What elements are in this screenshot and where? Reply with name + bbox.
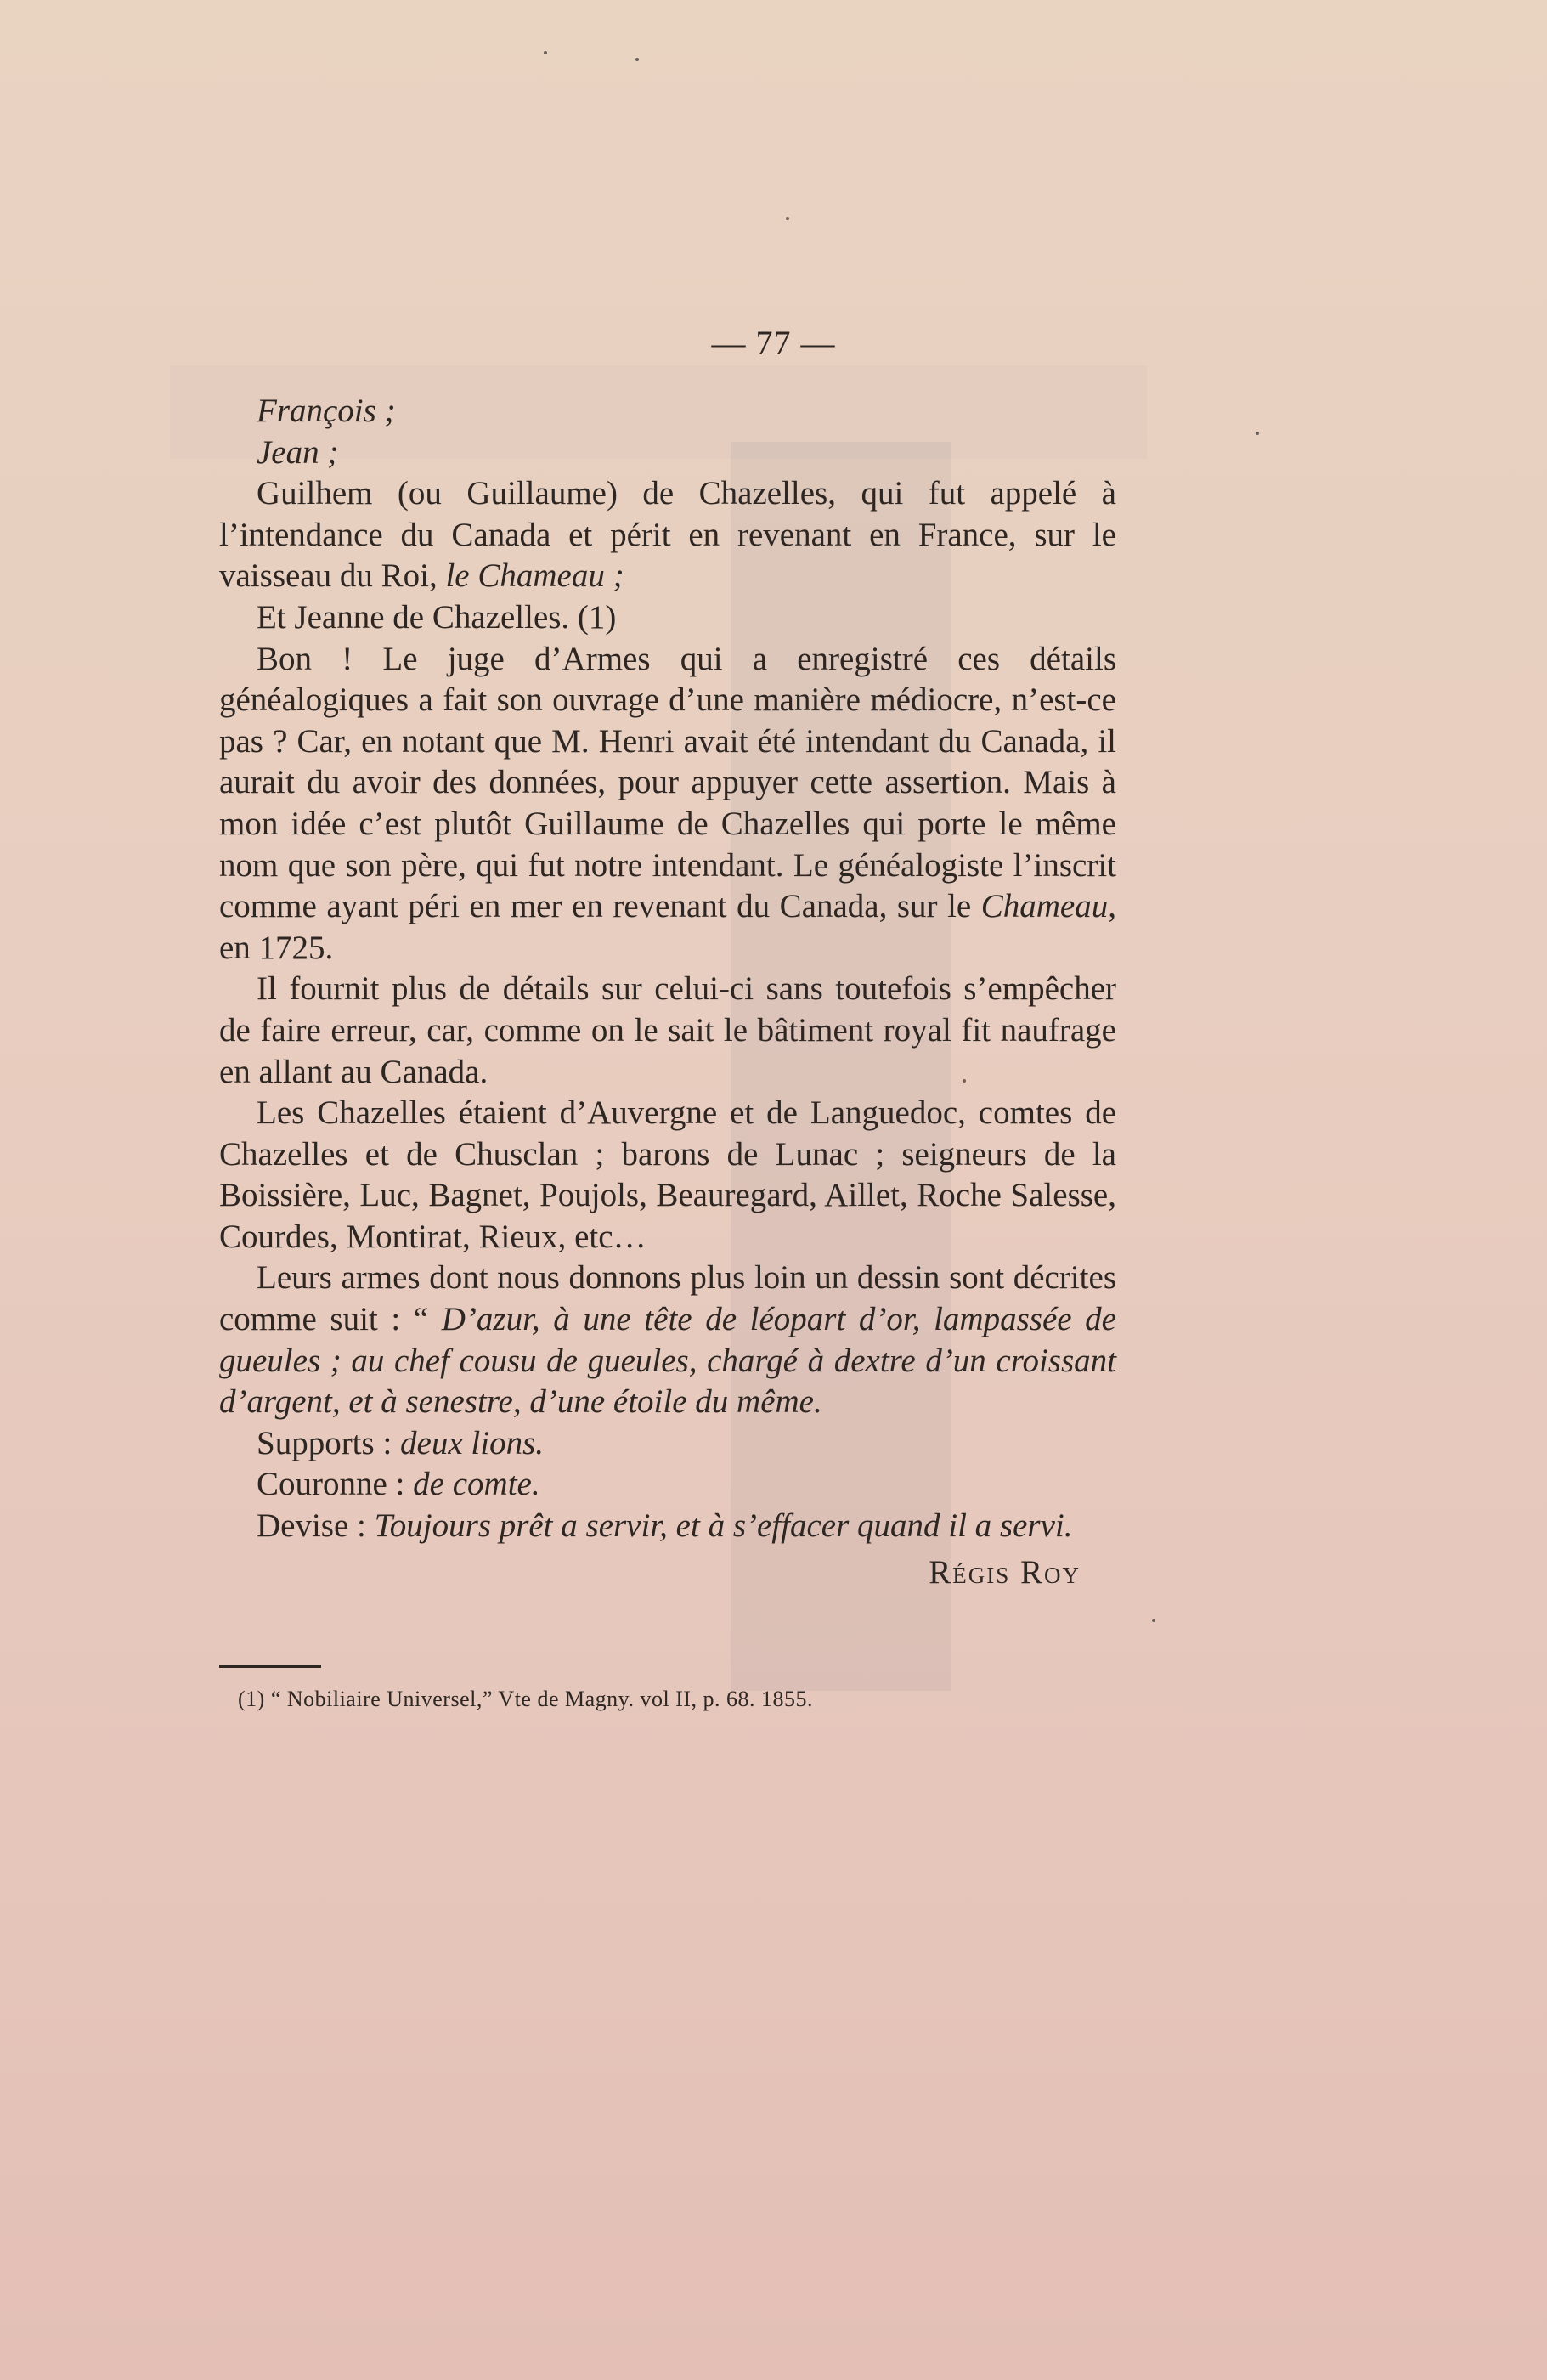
paragraph-devise	[219, 1506, 1116, 1547]
couronne-label: Couronne :	[257, 1466, 414, 1503]
paper-speck	[1152, 1619, 1155, 1622]
ship-name: le Chameau ;	[445, 557, 624, 595]
author-signature: Régis Roy	[929, 1553, 1081, 1591]
bon-text-end: , en 1725.	[219, 888, 1116, 966]
paragraph-guilhem	[219, 473, 1116, 597]
paper-speck	[963, 1079, 966, 1083]
paragraph-fournit: Il fournit plus de détails sur celui-ci sans toutefois s’empêcher de faire erreur, car, comme on le sait le bâtiment royal fit naufrage en allant au Canada.	[219, 970, 1116, 1090]
armes-intro: Leurs armes dont nous donnons plus loin un dessin sont décrites comme suit : “	[219, 1259, 1116, 1338]
name-jean: Jean ;	[257, 433, 339, 471]
paragraph-chazelles: Les Chazelles étaient d’Auvergne et de Languedoc, comtes de Chazelles et de Chusclan ; barons de Lunac ; seigneurs de la Boissière, Luc, Bagnet, Poujols, Beauregard, Aillet, Roche Salesse, Courdes, Montirat, Rieux, etc…	[219, 1094, 1116, 1255]
paper-speck	[544, 51, 547, 54]
paragraph-bon	[219, 639, 1116, 970]
paragraph-jeanne: Et Jeanne de Chazelles. (1)	[257, 598, 617, 636]
supports-label: Supports :	[257, 1424, 401, 1461]
footnote: (1) “ Nobiliaire Universel,” Vte de Magny. vol II, p. 68. 1855.	[238, 1687, 814, 1711]
paper-speck	[786, 217, 789, 220]
guilhem-text: Guilhem (ou Guillaume) de Chazelles, qui fut appelé à l’intendance du Canada et périt en revenant en France, sur le vaisseau du Roi,	[219, 475, 1116, 595]
list-item-francois	[219, 391, 1116, 432]
bon-text: Bon ! Le juge d’Armes qui a enregistré ces détails généalogiques a fait son ouvrage d’une manière médiocre, n’est-ce pas ? Car, en notant que M. Henri avait été intendant du Canada, il aurait du avoir des données, pour appuyer cette assertion. Mais à mon idée c’est plutôt Guillaume de Chazelles qui porte le même nom que son père, qui fut notre intendant. Le généalogiste l’inscrit comme ayant péri en mer en revenant du Canada, sur le	[219, 640, 1116, 925]
name-francois: François ;	[257, 393, 396, 429]
supports-value: deux lions.	[400, 1424, 544, 1461]
paper-speck	[1256, 432, 1259, 435]
paragraph-couronne	[219, 1464, 1116, 1506]
list-item-jean	[219, 432, 1116, 474]
blazon-text: D’azur, à une tête de léopart d’or, lampassée de gueules ; au chef cousu de gueules, chargé à dextre d’un croissant d’argent, et à senestre, d’une étoile du même.	[219, 1301, 1116, 1421]
ship-name-2: Chameau	[980, 888, 1109, 925]
paragraph-armes	[219, 1258, 1116, 1422]
devise-label: Devise :	[257, 1507, 375, 1545]
page-number: — 77 —	[711, 324, 836, 362]
body-text	[219, 391, 1116, 1593]
devise-value: Toujours prêt a servir, et à s’effacer quand il a servi.	[374, 1507, 1073, 1545]
couronne-value: de comte.	[413, 1466, 540, 1503]
footnote-divider	[219, 1665, 321, 1668]
paragraph-supports	[219, 1423, 1116, 1465]
paper-speck	[635, 58, 639, 61]
